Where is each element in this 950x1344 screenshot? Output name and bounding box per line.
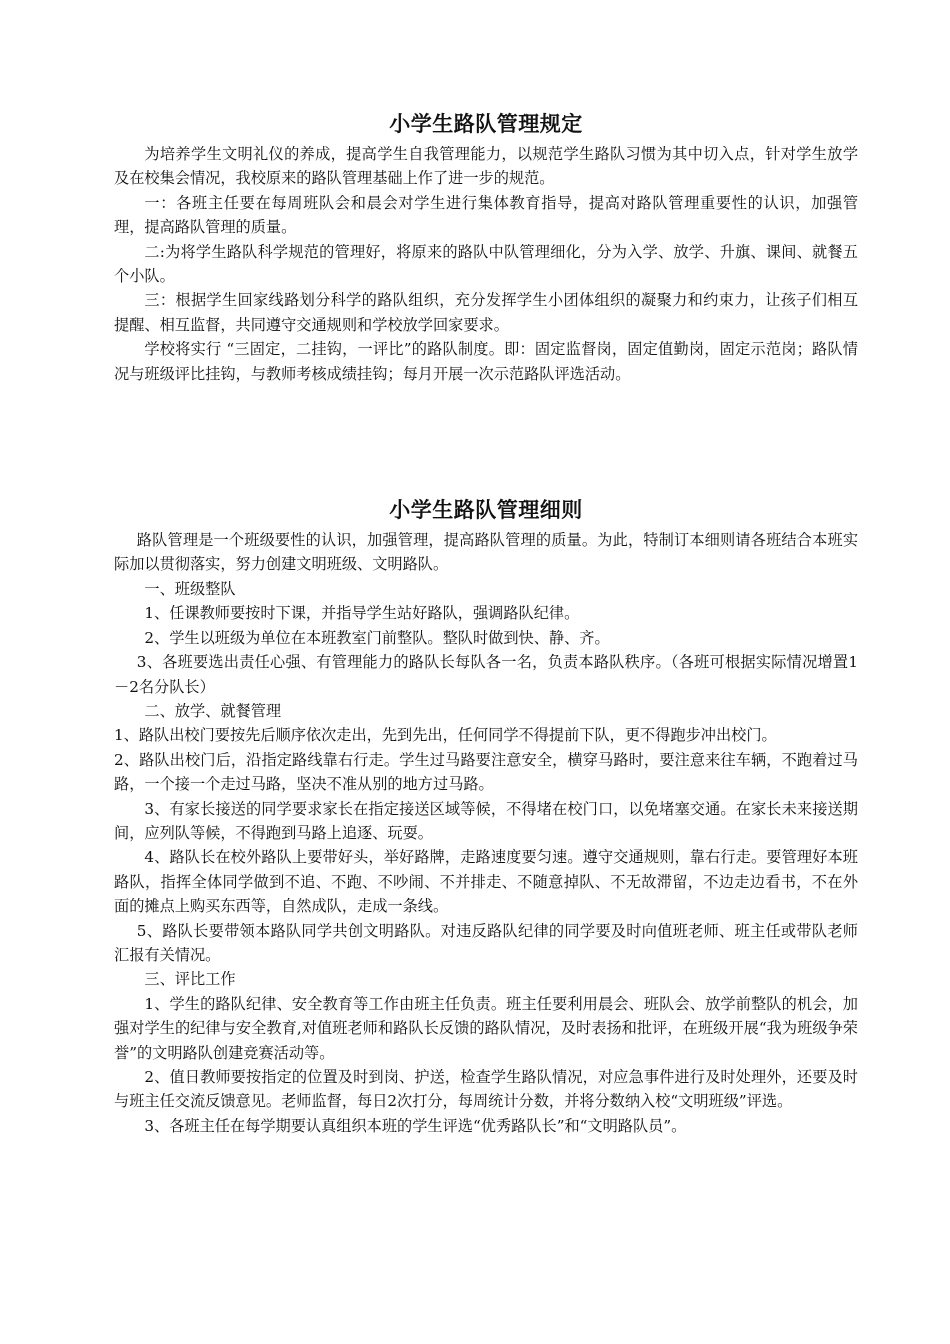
rules-heading-3: 三、评比工作 (144, 970, 236, 989)
rules-item: 3、各班要选出责任心强、有管理能力的路队长每队各一名，负责本路队秩序。（各班可根据实际情况增置1－2名分队长） (114, 653, 858, 696)
rules-item: 1、学生的路队纪律、安全教育等工作由班主任负责。班主任要利用晨会、班队会、放学前整队的机会，加强对学生的纪律与安全教育,对值班老师和路队长反馈的路队情况，及时表扬和批评，在班级开展“我为班级争荣誉”的文明路队创建竞赛活动等。 (114, 994, 858, 1062)
regulations-title: 小学生路队管理规定 (389, 112, 583, 136)
rules-item: 1、路队出校门要按先后顺序依次走出，先到先出，任何同学不得提前下队，更不得跑步冲出校门。 (114, 726, 777, 745)
regulations-item-1: 一：各班主任要在每周班队会和晨会对学生进行集体教育指导，提高对路队管理重要性的认识，加强管理，提高路队管理的质量。 (114, 193, 858, 237)
section-spacer (114, 386, 858, 494)
rules-heading-1: 一、班级整队 (144, 579, 236, 598)
regulations-intro-paragraph: 为培养学生文明礼仪的养成，提高学生自我管理能力，以规范学生路队习惯为其中切入点，针对学生放学及在校集会情况，我校原来的路队管理基础上作了进一步的规范。 (114, 145, 858, 188)
rules-heading-2: 二、放学、就餐管理 (144, 701, 282, 720)
rules-intro-paragraph: 路队管理是一个班级要性的认识，加强管理，提高路队管理的质量。为此，特制订本细则请各班结合本班实际加以贯彻落实，努力创建文明班级、文明路队。 (114, 531, 858, 574)
rules-item: 2、值日教师要按指定的位置及时到岗、护送，检查学生路队情况，对应急事件进行及时处理外，还要及时与班主任交流反馈意见。老师监督，每日2次打分，每周统计分数，并将分数纳入校“文明班级”评选。 (114, 1068, 858, 1111)
rules-item: 5、路队长要带领本路队同学共创文明路队。对违反路队纪律的同学要及时向值班老师、班主任或带队老师汇报有关情况。 (114, 921, 858, 964)
rules-item: 2、学生以班级为单位在本班教室门前整队。整队时做到快、静、齐。 (144, 628, 610, 647)
rules-item: 2、路队出校门后，沿指定路线靠右行走。学生过马路要注意安全，横穿马路时，要注意来往车辆，不跑着过马路，一个接一个走过马路，坚决不准从别的地方过马路。 (114, 750, 858, 794)
rules-item: 1、任课教师要按时下课，并指导学生站好路队，强调路队纪律。 (144, 604, 580, 623)
rules-item: 3、有家长接送的同学要求家长在指定接送区域等候，不得堵在校门口，以免堵塞交通。在家长未来接送期间，应列队等候，不得跑到马路上追逐、玩耍。 (114, 799, 858, 842)
rules-section (114, 494, 858, 1138)
regulations-item-2: 二:为将学生路队科学规范的管理好，将原来的路队中队管理细化，分为入学、放学、升旗、课间、就餐五个小队。 (114, 242, 858, 286)
regulations-section (114, 108, 858, 386)
rules-title: 小学生路队管理细则 (389, 498, 583, 523)
regulations-item-3: 三：根据学生回家线路划分科学的路队组织，充分发挥学生小团体组织的凝聚力和约束力，让孩子们相互提醒、相互监督，共同遵守交通规则和学校放学回家要求。 (114, 291, 858, 334)
rules-item: 3、各班主任在每学期要认真组织本班的学生评选“优秀路队长”和“文明路队员”。 (144, 1116, 687, 1135)
regulations-system-paragraph: 学校将实行 “三固定，二挂钩，一评比”的路队制度。即：固定监督岗，固定值勤岗，固定示范岗；路队情况与班级评比挂钩，与教师考核成绩挂钩；每月开展一次示范路队评选活动。 (114, 340, 858, 383)
rules-item: 4、路队长在校外路队上要带好头，举好路牌，走路速度要匀速。遵守交通规则，靠右行走。要管理好本班路队，指挥全体同学做到不追、不跑、不吵闹、不并排走、不随意掉队、不无故滞留，不边走边看书，不在外面的摊点上购买东西等，自然成队，走成一条线。 (114, 848, 858, 916)
